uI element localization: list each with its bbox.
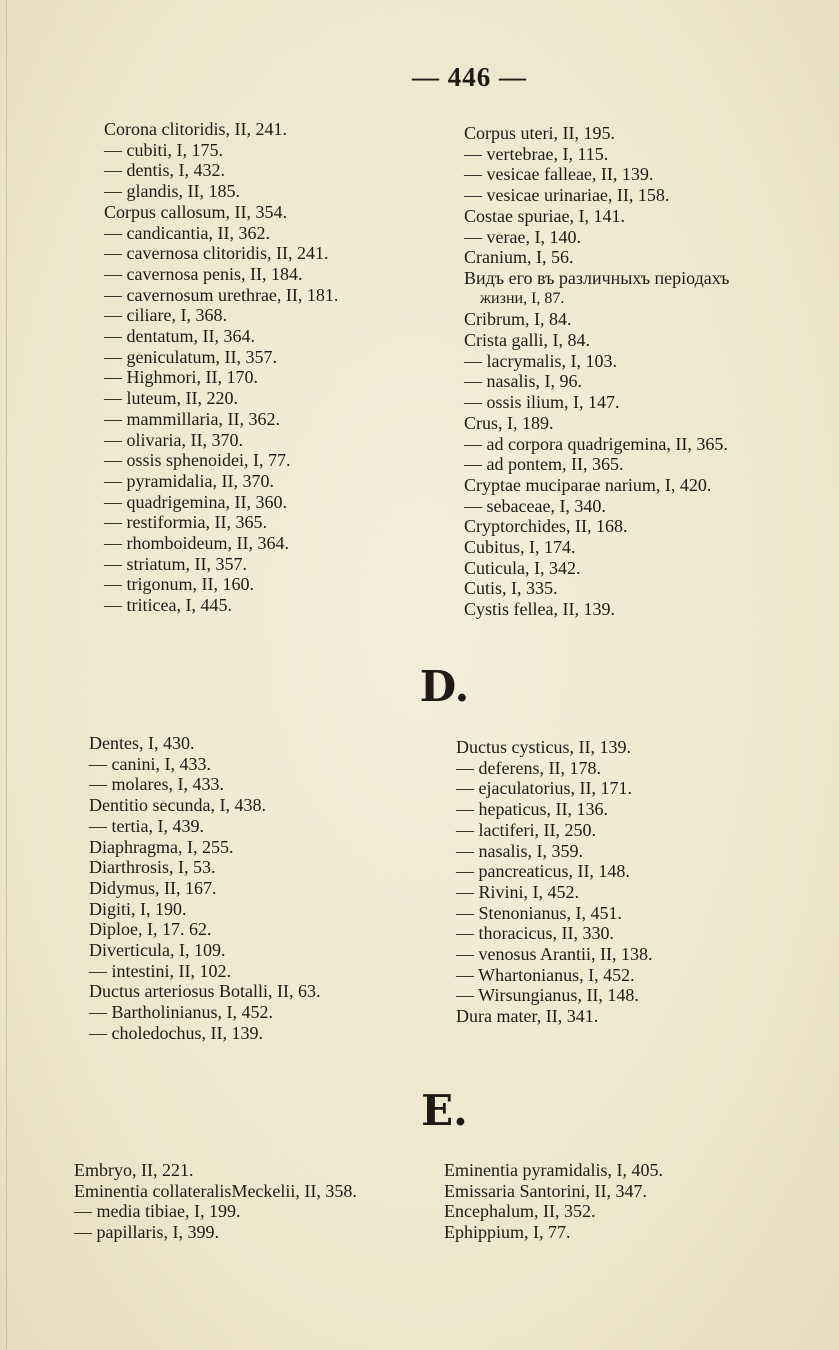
section-e-right-column — [444, 1160, 663, 1243]
index-entry: — restiformia, II, 365. — [104, 512, 267, 533]
index-entry: Didymus, II, 167. — [89, 877, 217, 898]
index-entry: Dentitio secunda, I, 438. — [89, 795, 266, 816]
section-c-right-column — [464, 123, 729, 620]
index-entry: — pancreaticus, II, 148. — [456, 861, 630, 882]
index-entry: Emissaria Santorini, II, 347. — [444, 1180, 647, 1201]
index-entry: — cavernosa clitoridis, II, 241. — [104, 243, 329, 264]
index-entry: Ductus arteriosus Botalli, II, 63. — [89, 981, 321, 1002]
index-entry: — nasalis, I, 359. — [456, 840, 583, 861]
index-entry: жизни, I, 87. — [480, 289, 565, 307]
index-entry: Corpus uteri, II, 195. — [464, 123, 615, 143]
index-entry: — Bartholinianus, I, 452. — [89, 1002, 273, 1023]
index-entry: — venosus Arantii, II, 138. — [456, 944, 653, 965]
index-entry: Digiti, I, 190. — [89, 898, 187, 919]
index-entry: Cribrum, I, 84. — [464, 309, 572, 330]
index-entry: — pyramidalia, II, 370. — [104, 470, 274, 491]
index-entry: — canini, I, 433. — [89, 753, 211, 774]
index-entry: — molares, I, 433. — [89, 774, 224, 795]
index-entry: Cuticula, I, 342. — [464, 557, 581, 578]
index-entry: — cavernosum urethrae, II, 181. — [104, 284, 339, 305]
index-entry: Cranium, I, 56. — [464, 247, 574, 268]
section-e-heading: E. — [421, 1086, 468, 1135]
index-entry: — Highmori, II, 170. — [104, 367, 258, 388]
index-entry: Ductus cysticus, II, 139. — [456, 737, 631, 757]
index-entry: — olivaria, II, 370. — [104, 429, 243, 450]
index-entry: — deferens, II, 178. — [456, 757, 601, 778]
index-entry: — candicantia, II, 362. — [104, 222, 270, 243]
index-entry: — hepaticus, II, 136. — [456, 799, 608, 820]
index-entry: — luteum, II, 220. — [104, 388, 238, 409]
index-entry: — geniculatum, II, 357. — [104, 346, 277, 367]
index-entry: — ad corpora quadrigemina, II, 365. — [464, 433, 728, 454]
section-d-left-column — [89, 733, 320, 1044]
index-entry: — Stenonianus, I, 451. — [456, 902, 622, 923]
index-entry: — vertebrae, I, 115. — [464, 143, 609, 164]
index-entry: Cubitus, I, 174. — [464, 537, 576, 558]
index-entry: — intestini, II, 102. — [89, 960, 231, 981]
section-c-left-column — [104, 119, 338, 616]
index-entry: Diploe, I, 17. 62. — [89, 919, 212, 940]
index-entry: Dura mater, II, 341. — [456, 1006, 599, 1027]
index-entry: — dentis, I, 432. — [104, 160, 225, 181]
section-d-heading: D. — [419, 662, 470, 711]
index-entry: Costae spuriae, I, 141. — [464, 205, 625, 226]
index-entry: — glandis, II, 185. — [104, 181, 240, 202]
index-entry: — dentatum, II, 364. — [104, 326, 255, 347]
index-entry: — verae, I, 140. — [464, 226, 581, 247]
index-entry: — ejaculatorius, II, 171. — [456, 778, 632, 799]
index-entry: Ephippium, I, 77. — [444, 1222, 571, 1243]
index-entry: — vesicae falleae, II, 139. — [464, 164, 654, 185]
index-entry: — cavernosa penis, II, 184. — [104, 263, 303, 284]
index-entry: — ossis sphenoidei, I, 77. — [104, 450, 291, 471]
index-entry: — Wirsungianus, II, 148. — [456, 985, 639, 1006]
index-entry: Cutis, I, 335. — [464, 578, 558, 599]
section-e-left-column — [74, 1160, 357, 1243]
index-entry: — choledochus, II, 139. — [89, 1022, 263, 1043]
index-entry: — Whartonianus, I, 452. — [456, 964, 635, 985]
index-entry: Embryo, II, 221. — [74, 1160, 194, 1180]
index-entry: — quadrigemina, II, 360. — [104, 491, 287, 512]
index-entry: — triticea, I, 445. — [104, 595, 232, 616]
index-entry: — lactiferi, II, 250. — [456, 819, 596, 840]
index-entry: — lacrymalis, I, 103. — [464, 350, 617, 371]
index-entry: — Rivini, I, 452. — [456, 881, 580, 902]
index-entry: — ciliare, I, 368. — [104, 305, 227, 326]
index-entry: — sebaceae, I, 340. — [464, 495, 606, 516]
index-entry: Crista galli, I, 84. — [464, 330, 590, 351]
index-entry: — rhomboideum, II, 364. — [104, 533, 289, 554]
index-entry: — nasalis, I, 96. — [464, 371, 582, 392]
index-entry: Eminentia pyramidalis, I, 405. — [444, 1160, 663, 1180]
index-entry: — papillaris, I, 399. — [74, 1222, 219, 1243]
index-entry: Diverticula, I, 109. — [89, 940, 226, 961]
index-entry: Dentes, I, 430. — [89, 733, 195, 753]
index-entry: — media tibiae, I, 199. — [74, 1201, 241, 1222]
index-entry: — ossis ilium, I, 147. — [464, 392, 620, 413]
section-d-right-column — [456, 737, 652, 1027]
index-entry: — vesicae urinariae, II, 158. — [464, 185, 670, 206]
index-entry: — ad pontem, II, 365. — [464, 454, 624, 475]
index-entry: — cubiti, I, 175. — [104, 139, 223, 160]
index-entry: Corpus callosum, II, 354. — [104, 201, 287, 222]
index-entry: Eminentia collateralisMeckelii, II, 358. — [74, 1180, 357, 1201]
index-entry: — tertia, I, 439. — [89, 815, 204, 836]
index-entry: Corona clitoridis, II, 241. — [104, 119, 287, 139]
index-entry: Diaphragma, I, 255. — [89, 836, 234, 857]
index-entry: — striatum, II, 357. — [104, 553, 247, 574]
index-entry: Cystis fellea, II, 139. — [464, 599, 615, 620]
index-entry: Diarthrosis, I, 53. — [89, 857, 216, 878]
index-entry: Видъ его въ различныхъ періодахъ — [464, 267, 730, 288]
index-entry: Cryptae muciparae narium, I, 420. — [464, 474, 712, 495]
index-entry: — mammillaria, II, 362. — [104, 408, 280, 429]
index-entry: — thoracicus, II, 330. — [456, 923, 614, 944]
index-entry: — trigonum, II, 160. — [104, 574, 254, 595]
page-number: — 446 — — [412, 62, 527, 92]
index-entry: Cryptorchides, II, 168. — [464, 516, 628, 537]
index-entry: Encephalum, II, 352. — [444, 1201, 596, 1222]
index-entry: Crus, I, 189. — [464, 412, 554, 433]
